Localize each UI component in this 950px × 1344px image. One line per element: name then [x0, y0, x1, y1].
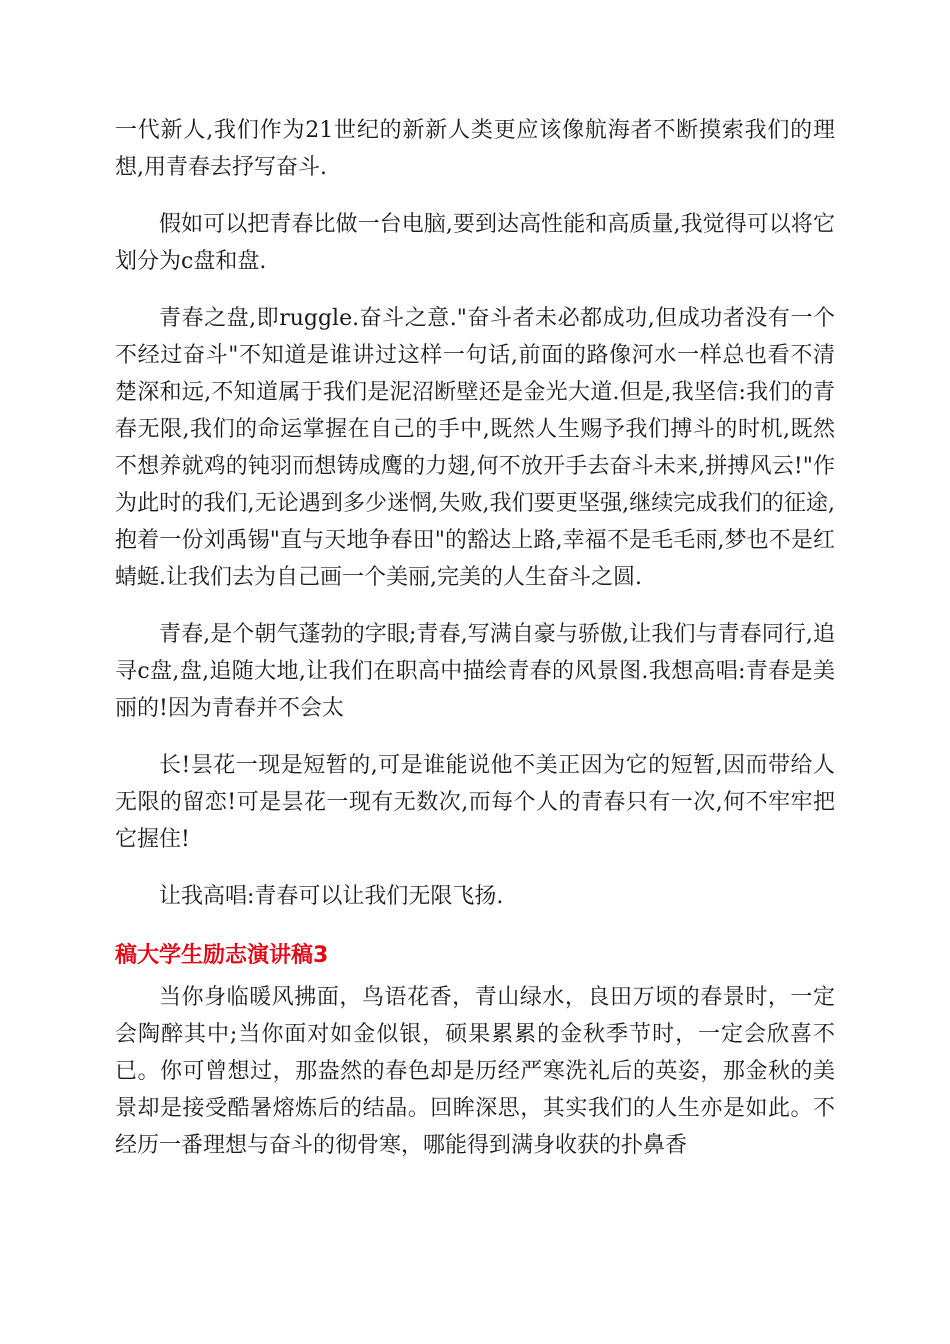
paragraph-5: 长!昙花一现是短暂的,可是谁能说他不美正因为它的短暂,因而带给人无限的留恋!可是昙花一现有无数次,而每个人的青春只有一次,何不牢牢把它握住! — [115, 753, 835, 852]
paragraph-3: 青春之盘,即ruggle.奋斗之意."奋斗者未必都成功,但成功者没有一个不经过奋斗"不知道是谁讲过这样一句话,前面的路像河水一样总也看不清楚深和远,不知道属于我们是泥沼断壁还是金光大道.但是,我坚信:我们的青春无限,我们的命运掌握在自己的手中,既然人生赐予我们搏斗的时机,既然不想养就鸡的钝羽而想铸成鹰的力翅,何不放开手去奋斗未来,拼搏风云!"作为此时的我们,无论遇到多少迷惘,失败,我们要更坚强,继续完成我们的征途,抱着一份刘禹锡"直与天地争春田"的豁达上路,幸福不是毛毛雨,梦也不是红蜻蜓.让我们去为自己画一个美丽,完美的人生奋斗之圆. — [115, 306, 835, 590]
document-body — [115, 112, 835, 1164]
paragraph-2: 假如可以把青春比做一台电脑,要到达高性能和高质量,我觉得可以将它划分为c盘和盘. — [115, 212, 835, 274]
paragraph-4: 青春,是个朝气蓬勃的字眼;青春,写满自豪与骄傲,让我们与青春同行,追寻c盘,盘,追随大地,让我们在职高中描绘青春的风景图.我想高唱:青春是美丽的!因为青春并不会太 — [115, 622, 835, 721]
paragraph-final: 当你身临暖风拂面，鸟语花香，青山绿水，良田万顷的春景时，一定会陶醉其中;当你面对如金似银，硕果累累的金秋季节时，一定会欣喜不已。你可曾想过，那盎然的春色却是历经严寒洗礼后的英姿，那金秋的美景却是接受酷暑熔炼后的结晶。回眸深思，其实我们的人生亦是如此。不经历一番理想与奋斗的彻骨寒，哪能得到满身收获的扑鼻香 — [115, 985, 835, 1158]
section-heading: 稿大学生励志演讲稿3 — [115, 943, 329, 968]
paragraph-1: 一代新人,我们作为21世纪的新新人类更应该像航海者不断摸索我们的理想,用青春去抒写奋斗. — [115, 118, 835, 180]
paragraph-6: 让我高唱:青春可以让我们无限飞扬. — [159, 884, 504, 909]
